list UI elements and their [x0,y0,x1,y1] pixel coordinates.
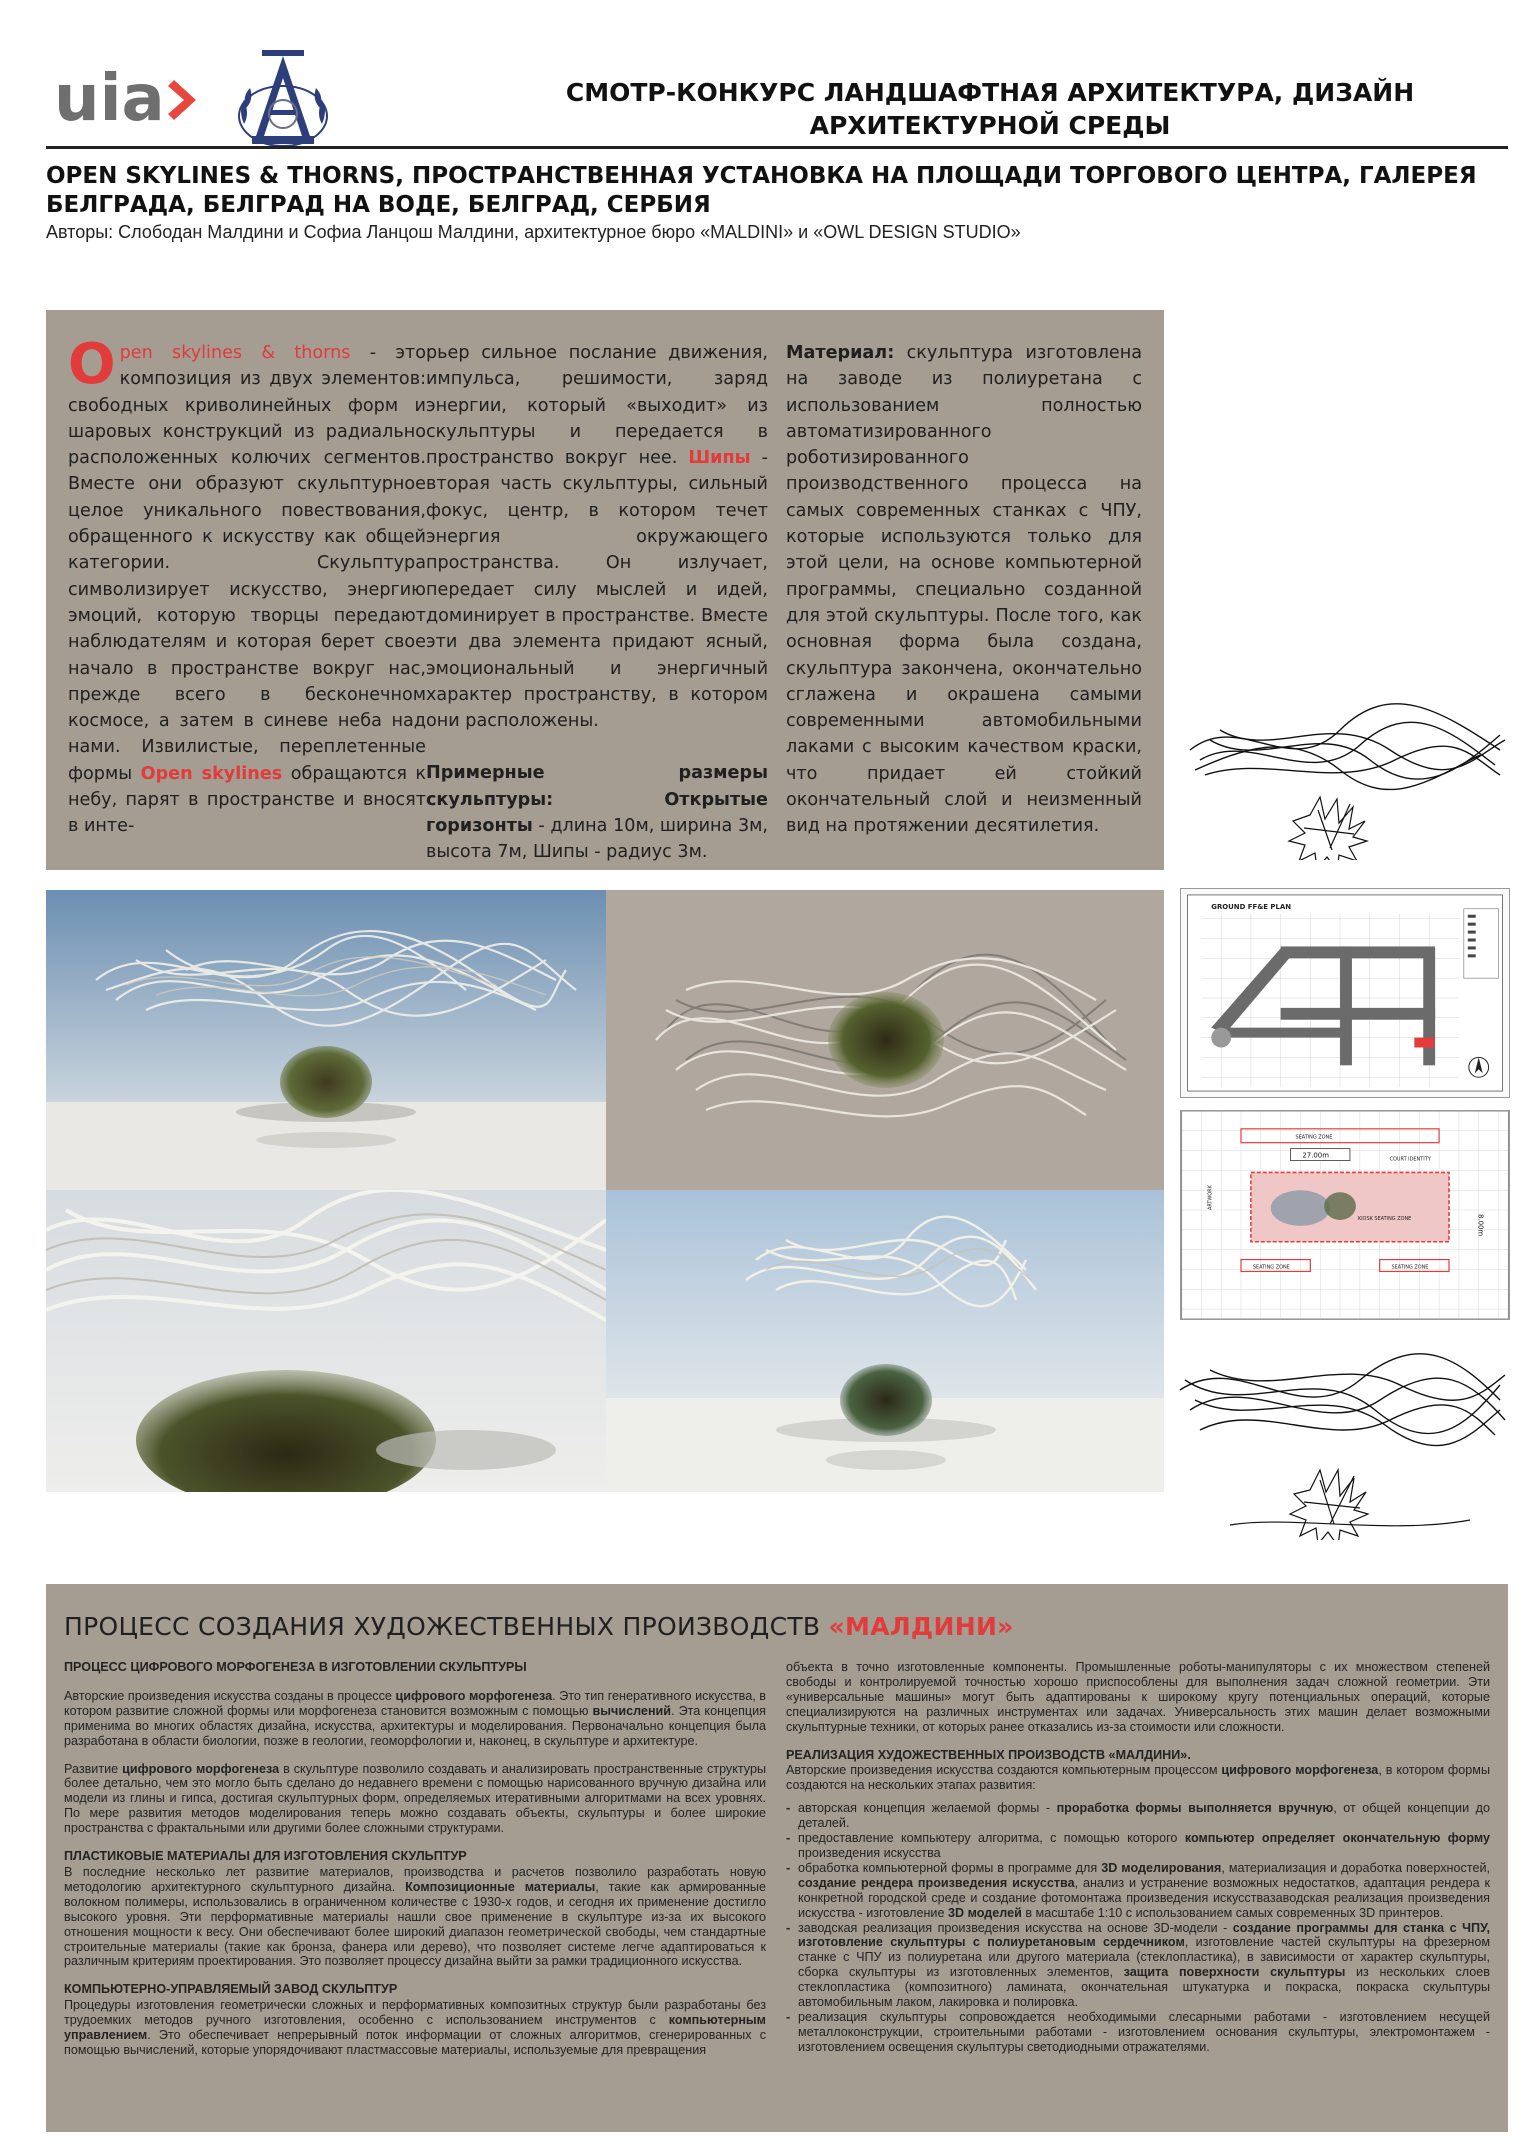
process-column-left [64,1660,766,2071]
list-item: - реализация скульптуры сопровождается необходимыми слесарными работами - изготовлением несущей металлоконструкции, строительными работами - изготовлением основания скульптуры, электромонтажем - изготовлением освещения скульптуры светодиодными отражателями. [786,2010,1490,2055]
description-column-1 [68,332,427,840]
contest-title: СМОТР-КОНКУРС ЛАНДШАФТНАЯ АРХИТЕКТУРА, ДИЗАЙН АРХИТЕКТУРНОЙ СРЕДЫ [565,78,1415,140]
open-skylines-highlight: Open skylines [140,763,283,784]
description-column-3 [786,340,1142,840]
render-horizon-view [606,1190,1164,1492]
paragraph-morphogenesis-2: Развитие цифрового морфогенеза в скульптуре позволило создавать и анализировать пространственные структуры более детально, чем это могло быть сделано до недавнего времени с помощью нарисованного вручную дизайна или модели из глины и гипса, достигая скульптурных форм, определяемых итеративными алгоритмами на всех уровнях. По мере развития методов моделирования теперь можно создавать объекты, скульптуры и более широкие пространства с фрактальными или другими более сложными структурами. [64,1761,767,1836]
render-gallery [46,890,1164,1492]
section-heading-factory: КОМПЬЮТЕРНО-УПРАВЛЯЕМЫЙ ЗАВОД СКУЛЬПТУР [64,1982,398,1997]
process-title [64,1612,1014,1641]
plan-label-seating-top: SEATING ZONE [1295,1134,1333,1141]
col2-text-a: рьер сильное послание движения, импульса, решимости, заряд энергии, который «выходит» из скульптуры и передается в пространство вокруг нее. [426,343,768,469]
col1-text-b: обращаются к небу, парят в пространстве и вносят в инте- [68,763,427,837]
plan-label-kiosk: KIOSK SEATING ZONE [1357,1215,1412,1222]
plan-title: GROUND FF&E PLAN [1211,902,1292,911]
court-layout-plan [1180,1110,1510,1320]
process-panel [46,1584,1508,2132]
drop-cap: O [68,332,116,397]
col1-text-a: - это композиция из двух элементов: свободных криволинейных форм и шаровых конструкций из радиально расположенных колючих сегментов. Вместе они образуют скульптурное целое уникального повествования, обращенного к искусству как общей категории. Скульптура символизирует искусство, энергию эмоций, которую творцы передают наблюдателям и которая берет свое начало в пространстве вокруг нас, прежде всего в бесконечном космосе, а затем в синеве неба над нами. Извилистые, переплетенные формы [68,343,426,784]
paragraph-robots: объекта в точно изготовленные компоненты. Промышленные роботы-манипуляторы с их множеством степеней свободы и контролируемой точностью хорошо приспособлены для выполнения задач сложной геометрии. Эти «универсальные машины» могут быть адаптированы к широкому кругу потенциальных операций, которые специализируются на различных инструментах или задачах. Универсальность этих машин делает возможными скульптурные техники, от которых ранее отказались из-за стоимости или сложности. [786,1660,1490,1734]
architects-crest-icon [228,40,338,152]
render-closeup-view [46,1190,606,1492]
paragraph-factory: Процедуры изготовления геометрически сложных и перформативных композитных структур были разработаны без трудоемких методов ручного изготовления, особенно с использованием инструментов с компьютерным управлением. Это обеспечивает непрерывный поток информации от сложных алгоритмов, сгенерированных с помощью вычислений, которые упорядочивают пластмассовые материалы, используемые для превращения [64,1998,766,2057]
section-heading-realization: РЕАЛИЗАЦИЯ ХУДОЖЕСТВЕННЫХ ПРОИЗВОДСТВ «МАЛДИНИ». [786,1747,1191,1762]
process-title-text: ПРОЦЕСС СОЗДАНИЯ ХУДОЖЕСТВЕННЫХ ПРОИЗВОДСТВ [64,1612,829,1641]
plan-label-seating-left: SEATING ZONE [1252,1264,1290,1271]
plan-label-artwork: ARTWORK [1207,1185,1214,1211]
plan-label-seating-right: SEATING ZONE [1391,1264,1429,1271]
section-heading-morphogenesis: ПРОЦЕСС ЦИФРОВОГО МОРФОГЕНЕЗА В ИЗГОТОВЛЕНИИ СКУЛЬПТУРЫ [64,1660,527,1674]
sketch-drawing-top [1180,700,1510,860]
plan-height-dimension: 8.00m [1476,1214,1485,1237]
render-sky-view [46,890,606,1190]
project-title: OPEN SKYLINES & THORNS, ПРОСТРАНСТВЕННАЯ УСТАНОВКА НА ПЛОЩАДИ ТОРГОВОГО ЦЕНТРА, ГАЛЕРЕЯ БЕЛГРАДА, БЕЛГРАД НА ВОДЕ, БЕЛГРАД, СЕРБИЯ [46,163,1477,218]
render-top-view [606,890,1164,1190]
dimensions-text: - длина 10м, ширина 3м, высота 7м, Шипы - радиус 3м. [426,816,768,863]
sketch-drawing-bottom [1170,1340,1510,1540]
plan-label-court-identity: COURT IDENTITY [1389,1156,1431,1163]
list-item: - предоставление компьютеру алгоритма, с помощью которого компьютер определяет окончательную форму произведения искусства [786,1831,1490,1861]
plan-width-dimension: 27.00m [1302,1151,1329,1160]
list-item: - обработка компьютерной формы в программе для 3D моделирования, материализация и доработка поверхностей, создание рендера произведения искусства, анализ и устранение возможных недостатков, адаптация рендера к конкретной городской среде и создание фотомонтажа произведения искусствазаводская реализация произведения искусства - изготовление 3D моделей в масштабе 1:10 с использованием самых современных 3D принтеров. [786,1861,1490,1921]
realization-steps-list [786,1801,1490,2054]
authors-line: Авторы: Слободан Малдини и Софиа Ланцош Малдини, архитектурное бюро «MALDINI» и «OWL DESIGN STUDIO» [46,222,1021,242]
list-item: - заводская реализация произведения искусства на основе 3D-модели - создание программы для станка с ЧПУ, изготовление скульптуры с полиуретановым сердечником, изготовление частей скульптуры на фрезерном станке с ЧПУ из полиуретана или другого материала (стеклопластика), в зависимости от характер скульптуры, сборка скульптуры из изготовленных элементов, защита поверхности скульптуры из нескольких слоев стеклопластика (композитного) ламината, окончательная штукатурка и покраска, покраска скульптуры автомобильным лаком, лакировка и полировка. [786,1921,1490,2010]
thorns-highlight: Шипы [688,448,751,469]
material-label: Материал: [786,343,895,363]
paragraph-morphogenesis-1: Авторские произведения искусства созданы в процессе цифрового морфогенеза. Это тип генеративного искусства, в котором развитие сложной формы или морфогенеза становится возможным с помощью вычислений. Эта концепция применима во многих областях дизайна, искусства, архитектуры и моделирования. Первоначально концепция была разработана в области биологии, позже в геологии, геоморфологии и, наконец, в скульптуре и архитектуре. [64,1688,767,1748]
paragraph-realization-intro: Авторские произведения искусства создаются компьютерным процессом цифрового морфогенеза, в котором формы создаются на нескольких этапах развития: [786,1763,1490,1793]
description-column-2 [426,340,768,866]
header-divider [46,146,1508,149]
description-panel [46,310,1164,870]
process-title-brand: «МАЛДИНИ» [828,1612,1014,1641]
ground-plan-drawing [1180,888,1510,1098]
lead-highlight: pen skylines & thorns [119,343,351,363]
section-heading-plastics: ПЛАСТИКОВЫЕ МАТЕРИАЛЫ ДЛЯ ИЗГОТОВЛЕНИЯ СКУЛЬПТУР [64,1849,467,1864]
process-column-right [786,1660,1490,2055]
material-text: скульптура изготовлена на заводе из полиуретана с использованием полностью автоматизированного роботизированного производственного процесса на самых современных станках с ЧПУ, которые используются только для этой цели, на основе компьютерной программы, специально созданной для этой скульптуры. После того, как основная форма была создана, скульптура закончена, окончательно сглажена и окрашена самыми современными автомобильными лаками с высоким качеством краски, что придает ей стойкий окончательный слой и неизменный вид на протяжении десятилетия. [786,343,1142,837]
list-item: - авторская концепция желаемой формы - проработка формы выполняется вручную, от общей концепции до деталей. [786,1801,1490,1831]
uia-logo-text: uia [54,64,165,134]
uia-logo-icon [54,64,204,134]
dimensions-label: Примерные размеры скульптуры: Открытые горизонты [426,763,768,837]
col2-text-b: - вторая часть скульптуры, сильный фокус, центр, в котором течет энергия окружающего пространства. Он излучает, передает силу мыслей и идей, доминирует в пространстве. Вместе эти два элемента придают ясный, эмоциональный и энергичный характер пространству, в котором они расположены. [426,448,768,732]
paragraph-plastics: В последние несколько лет развитие материалов, производства и расчетов позволило разработать новую методологию архитектурного скульптурного дизайна. Композиционные материалы, такие как армированные волокном полимеры, использовались в ограниченном количестве с 1930-х годов, и сегодня их применение достигло высокого уровня. Эти перформативные материалы нашли свое применение в скульптуре из-за их высокого отношения мощности к весу. Они обеспечивают более широкий диапазон геометрической свободы, чем стандартные строительные материалы (такие как бронза, фанера или дерево), что позволяет системе легче адаптироваться к различным критериям проектирования. Это позволяет процессу дизайна выйти за рамки традиционного искусства. [64,1864,766,1969]
